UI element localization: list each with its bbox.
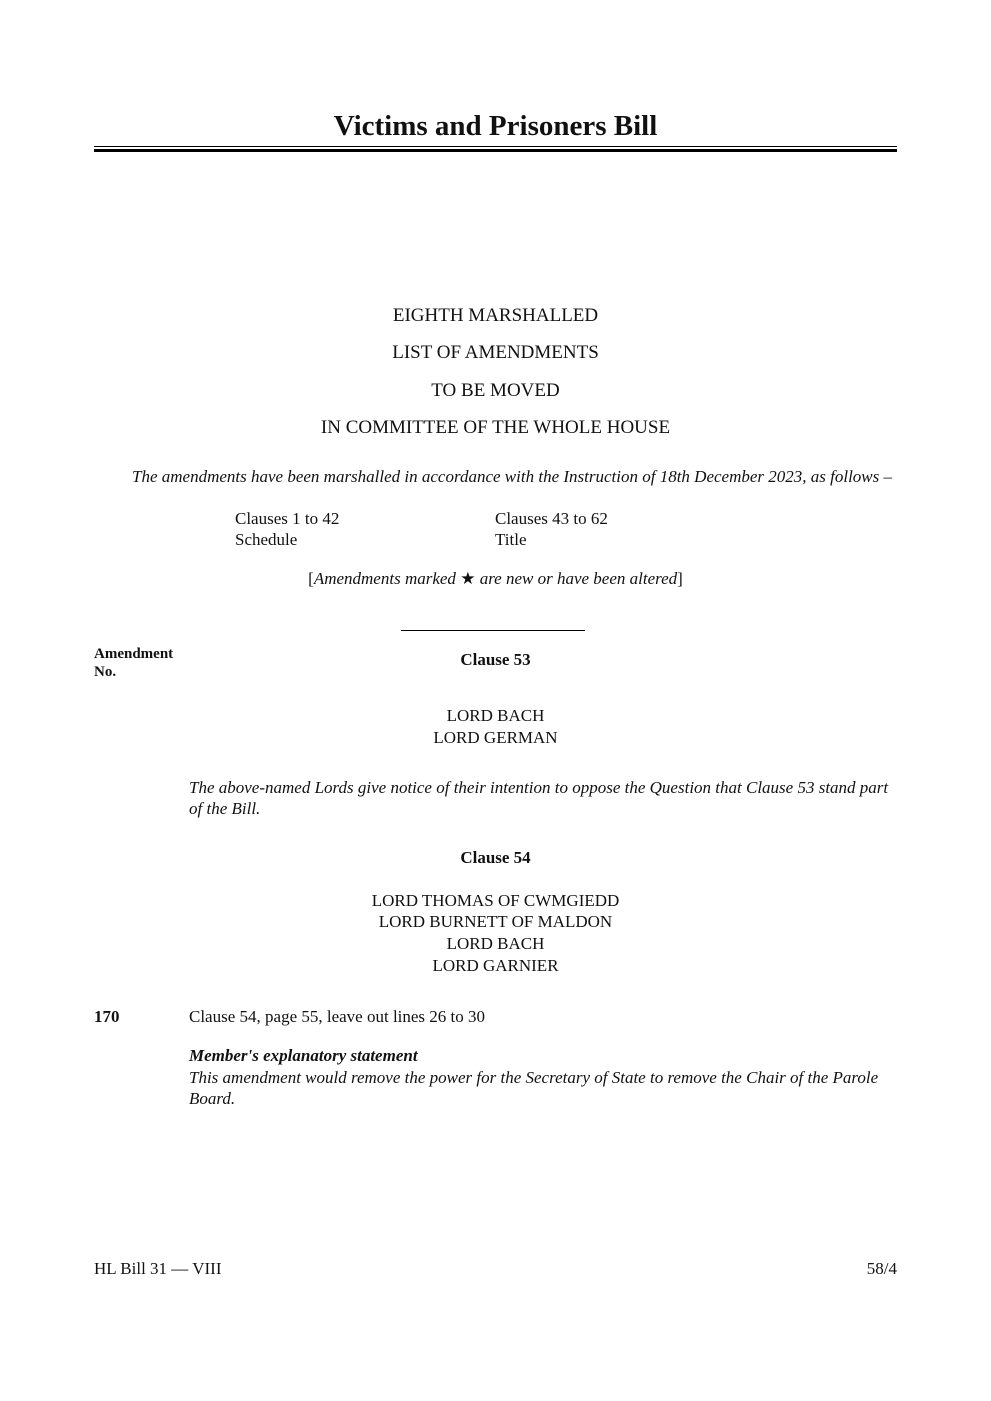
star-note bbox=[94, 568, 897, 589]
title-rule-thin bbox=[94, 146, 897, 147]
sponsor: LORD THOMAS OF CWMGIEDD bbox=[371, 891, 620, 910]
amendment-number: 170 bbox=[94, 1007, 120, 1026]
order-item-schedule: Schedule bbox=[235, 530, 298, 549]
amendment-label-line1: Amendment bbox=[94, 646, 174, 662]
title-rule-thick bbox=[94, 149, 897, 152]
note-text-before: Amendments marked bbox=[313, 569, 461, 588]
star-icon: ★ bbox=[460, 569, 476, 588]
sponsor: LORD BURNETT OF MALDON bbox=[378, 912, 613, 931]
document-title: Victims and Prisoners Bill bbox=[333, 110, 658, 142]
explanatory-heading: Member's explanatory statement bbox=[189, 1046, 418, 1065]
sponsor: LORD GERMAN bbox=[433, 728, 558, 747]
footer-bill-reference: HL Bill 31 — VIII bbox=[94, 1259, 222, 1278]
stand-part-notice: The above-named Lords give notice of their intention to oppose the Question that Clause 53 stand part of the Bill. bbox=[189, 778, 889, 818]
heading-line-1: EIGHTH MARSHALLED bbox=[392, 305, 599, 326]
heading-line-3: TO BE MOVED bbox=[431, 380, 560, 401]
clause-heading-54: Clause 54 bbox=[460, 848, 531, 867]
note-bracket-close: ] bbox=[677, 569, 683, 588]
sponsor: LORD GARNIER bbox=[432, 956, 559, 975]
heading-line-2: LIST OF AMENDMENTS bbox=[392, 342, 599, 363]
sponsor: LORD BACH bbox=[446, 934, 545, 953]
clause-heading-53: Clause 53 bbox=[460, 650, 531, 669]
heading-line-4: IN COMMITTEE OF THE WHOLE HOUSE bbox=[320, 417, 671, 438]
amendment-text: Clause 54, page 55, leave out lines 26 to 30 bbox=[189, 1007, 486, 1026]
section-separator bbox=[401, 630, 585, 631]
instruction-paragraph: The amendments have been marshalled in accordance with the Instruction of 18th December 2023, as follows – bbox=[132, 467, 893, 486]
sponsor: LORD BACH bbox=[446, 706, 545, 725]
footer-page-reference: 58/4 bbox=[866, 1259, 897, 1278]
order-item-clauses-1-42: Clauses 1 to 42 bbox=[235, 509, 340, 528]
explanatory-text: This amendment would remove the power for the Secretary of State to remove the Chair of the Parole Board. bbox=[189, 1068, 879, 1108]
note-bracket-open: [ bbox=[308, 569, 314, 588]
note-text-after: are new or have been altered bbox=[475, 569, 678, 588]
amendment-label-line2: No. bbox=[94, 664, 117, 680]
order-item-title: Title bbox=[495, 530, 527, 549]
order-item-clauses-43-62: Clauses 43 to 62 bbox=[495, 509, 608, 528]
